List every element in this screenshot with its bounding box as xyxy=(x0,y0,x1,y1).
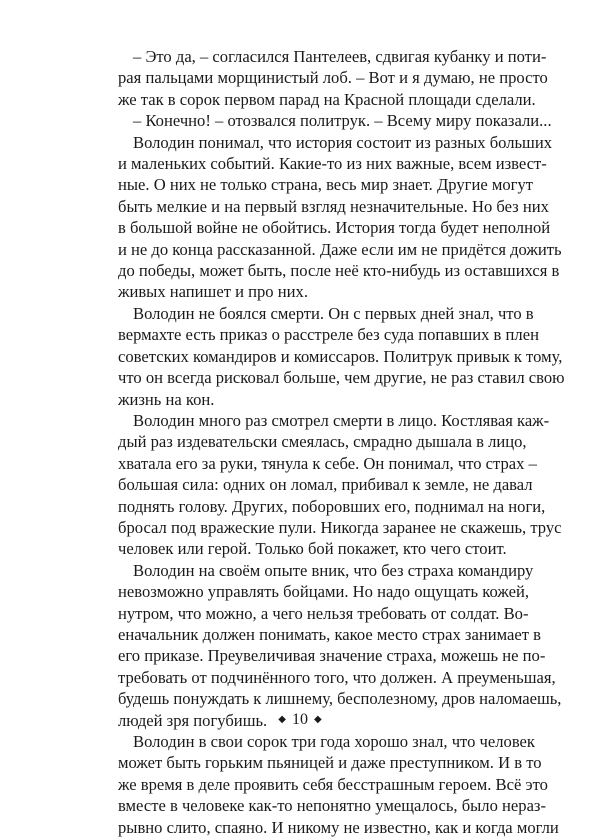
text-line: быть мелкие и на первый взгляд незначительные. Но без них xyxy=(118,196,549,216)
text-line: советских командиров и комиссаров. Политрук привык к тому, xyxy=(118,346,563,366)
text-line: Володин не боялся смерти. Он с первых дней знал, что в xyxy=(133,303,534,323)
text-line: Володин понимал, что история состоит из разных больших xyxy=(133,132,553,152)
text-line: еначальник должен понимать, какое место страх занимает в xyxy=(118,624,541,644)
text-line: рывно слито, спаяно. И никому не известно, как и когда могли xyxy=(118,817,559,837)
text-line: что он всегда рисковал больше, чем другие, не раз ставил свою xyxy=(118,368,565,388)
text-line: Володин на своём опыте вник, что без страха командиру xyxy=(133,560,534,580)
text-line: же время в деле проявить себя бесстрашным героем. Всё это xyxy=(118,774,548,794)
text-line: большая сила: одних он ломал, прибивал к земле, не давал xyxy=(118,475,533,495)
text-line: может быть горьким пьяницей и даже преступником. И в то xyxy=(118,753,542,773)
ornament-right-icon: ◆ xyxy=(314,714,322,725)
text-line: в большой войне не обойтись. История тогда будет неполной xyxy=(118,218,551,238)
text-line: до победы, может быть, после неё кто-нибудь из оставшихся в xyxy=(118,261,560,281)
text-line: людей зря погубишь. xyxy=(118,710,268,730)
text-line: же так в сорок первом парад на Красной площади сделали. xyxy=(118,89,536,109)
text-line: и не до конца рассказанной. Даже если им не придётся дожить xyxy=(118,239,562,259)
text-line: жизнь на кон. xyxy=(118,389,215,409)
text-line: будешь понуждать к лишнему, бесполезному, дров наломаешь, xyxy=(118,689,562,709)
text-line: нутром, что можно, а чего нельзя требовать от солдат. Во- xyxy=(118,603,529,623)
text-line: человек или герой. Только бой покажет, кто чего стоит. xyxy=(118,539,507,559)
text-line: хватала его за руки, тянула к себе. Он понимал, что страх – xyxy=(118,453,537,473)
text-line: – Конечно! – отозвался политрук. – Всему миру показали... xyxy=(133,111,552,131)
text-line: дый раз издевательски смеялась, смрадно дышала в лицо, xyxy=(118,432,527,452)
text-line: невозможно управлять бойцами. Но надо ощущать кожей, xyxy=(118,582,529,602)
text-line: его приказе. Преувеличивая значение страха, можешь не по- xyxy=(118,646,546,666)
text-line: Володин много раз смотрел смерти в лицо. Костлявая каж- xyxy=(133,410,550,430)
text-line: поднять голову. Других, поборовших его, поднимал на ноги, xyxy=(118,496,546,516)
text-line: – Это да, – согласился Пантелеев, сдвигая кубанку и поти- xyxy=(133,47,547,66)
ornament-left-icon: ◆ xyxy=(278,714,286,725)
text-line: вместе в человеке как-то непонятно умещалось, было нераз- xyxy=(118,796,547,816)
page-number: 10 xyxy=(292,711,308,728)
text-line: Володин в свои сорок три года хорошо знал, что человек xyxy=(133,732,535,751)
text-line: и маленьких событий. Какие-то из них важные, всем извест- xyxy=(118,154,547,174)
text-line: требовать от подчинённого того, что должен. А преуменьшая, xyxy=(118,667,556,687)
text-line: живых напишет и про них. xyxy=(118,282,308,302)
text-line: рая пальцами морщинистый лоб. – Вот и я думаю, не просто xyxy=(118,68,548,88)
page-footer xyxy=(0,711,600,729)
text-line: ные. О них не только страна, весь мир знает. Другие могут xyxy=(118,175,534,195)
text-line: вермахте есть приказ о расстреле без суда попавших в плен xyxy=(118,325,539,345)
text-line: бросал под вражеские пули. Никогда заранее не скажешь, трус xyxy=(118,517,562,537)
